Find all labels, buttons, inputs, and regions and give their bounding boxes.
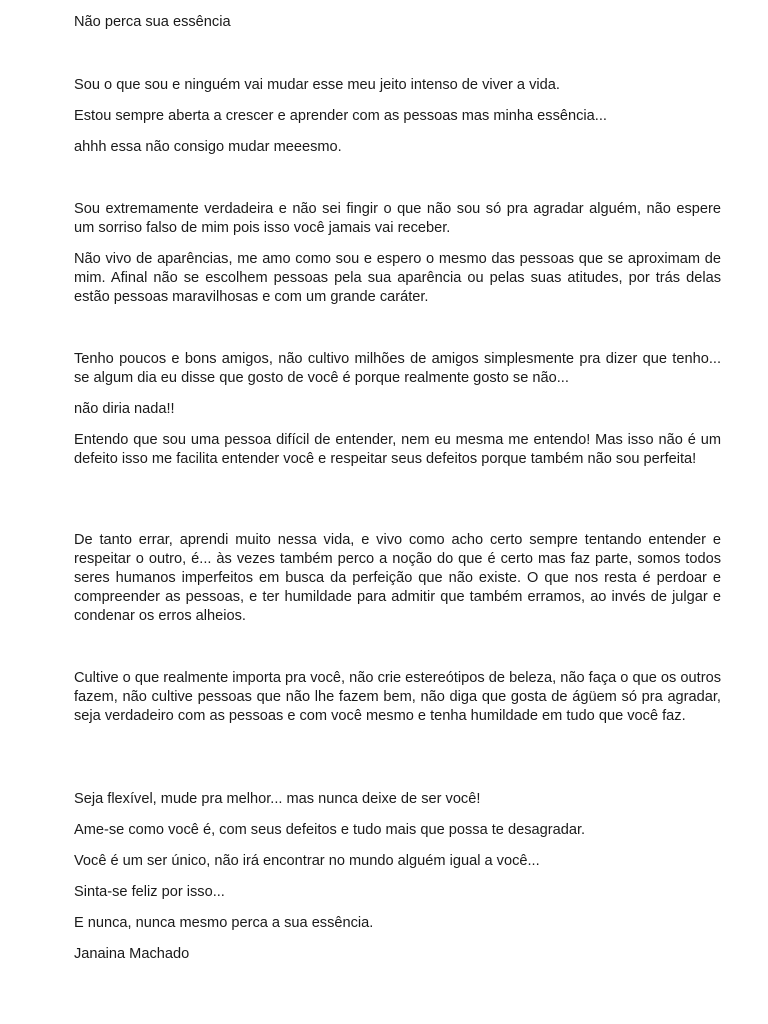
- paragraph: Sinta-se feliz por isso...: [74, 884, 225, 900]
- paragraph: Você é um ser único, não irá encontrar no mundo alguém igual a você...: [74, 853, 540, 869]
- paragraph: não diria nada!!: [74, 401, 175, 417]
- paragraph: Estou sempre aberta a crescer e aprender com as pessoas mas minha essência...: [74, 108, 607, 124]
- paragraph: Entendo que sou uma pessoa difícil de entender, nem eu mesma me entendo! Mas isso não é um defeito isso me facilita entender você e respeitar seus defeitos porque também não sou perfeita!: [74, 432, 721, 467]
- paragraph: ahhh essa não consigo mudar meeesmo.: [74, 139, 342, 155]
- paragraph: De tanto errar, aprendi muito nessa vida, e vivo como acho certo sempre tentando entender e respeitar o outro, é... às vezes também perco a noção do que é certo mas faz parte, somos todos seres humanos imperfeitos em busca da perfeição que não existe. O que nos resta é perdoar e compreender as pessoas, e ter humildade para admitir que também erramos, ao invés de julgar e condenar os erros alheios.: [74, 532, 721, 624]
- paragraph: Seja flexível, mude pra melhor... mas nunca deixe de ser você!: [74, 791, 481, 807]
- paragraph: Tenho poucos e bons amigos, não cultivo milhões de amigos simplesmente pra dizer que tenho... se algum dia eu disse que gosto de você é porque realmente gosto se não...: [74, 351, 721, 386]
- paragraph: Não vivo de aparências, me amo como sou e espero o mesmo das pessoas que se aproximam de mim. Afinal não se escolhem pessoas pela sua aparência ou pelas suas atitudes, por trás delas estão pessoas maravilhosas e com um grande caráter.: [74, 251, 721, 305]
- document-title: Não perca sua essência: [74, 14, 231, 30]
- paragraph: E nunca, nunca mesmo perca a sua essência.: [74, 915, 374, 931]
- author-signature: Janaina Machado: [74, 946, 190, 962]
- paragraph: Ame-se como você é, com seus defeitos e tudo mais que possa te desagradar.: [74, 822, 586, 838]
- paragraph: Cultive o que realmente importa pra você, não crie estereótipos de beleza, não faça o que os outros fazem, não cultive pessoas que não lhe fazem bem, não diga que gosta de ágüem só pra agradar, seja verdadeiro com as pessoas e com você mesmo e tenha humildade em tudo que você faz.: [74, 670, 721, 724]
- paragraph: Sou o que sou e ninguém vai mudar esse meu jeito intenso de viver a vida.: [74, 77, 560, 93]
- paragraph: Sou extremamente verdadeira e não sei fingir o que não sou só pra agradar alguém, não espere um sorriso falso de mim pois isso você jamais vai receber.: [74, 201, 721, 236]
